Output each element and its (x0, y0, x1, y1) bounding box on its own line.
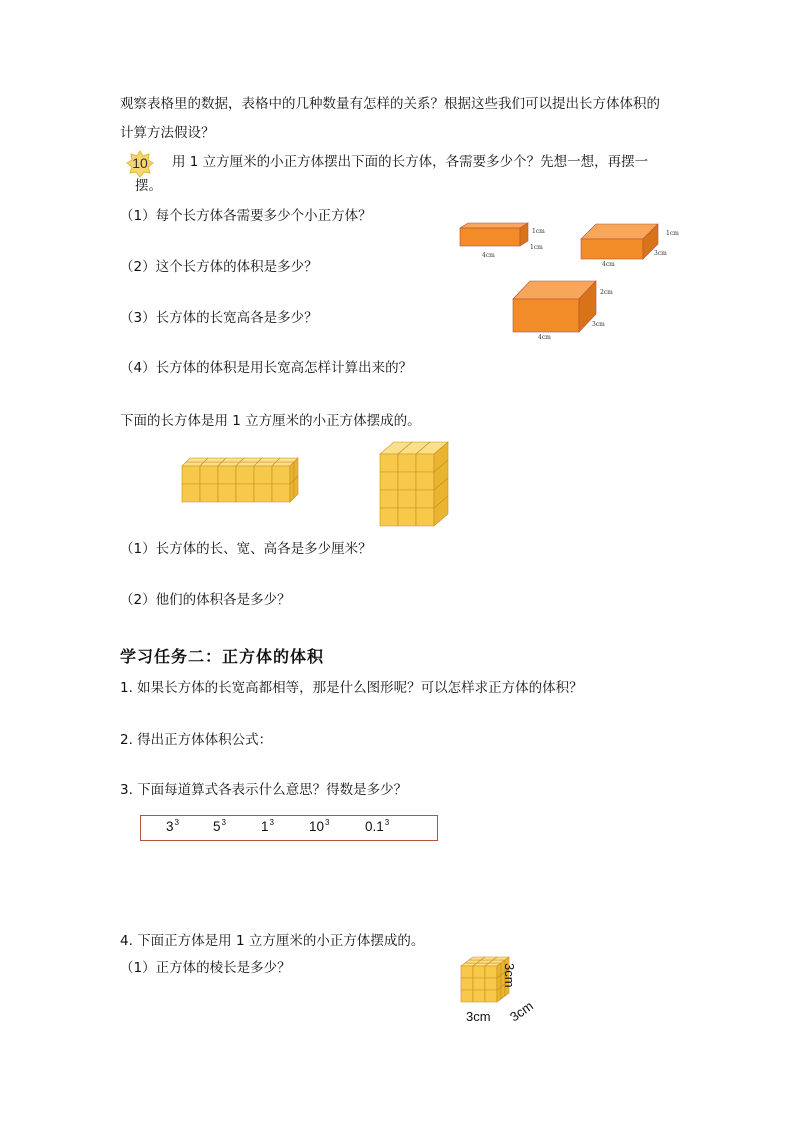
cuboid-a-height-label: 1cm (532, 228, 545, 235)
unit-cube-front-face (416, 454, 434, 472)
cuboid-b-height-label: 1cm (666, 230, 679, 237)
cube-height-label: 3cm (502, 963, 517, 988)
cube-cuboid-long (180, 450, 315, 498)
unit-cube-side-face (497, 987, 501, 1002)
cuboid-a-width-label: 1cm (530, 244, 543, 251)
task-10-question-3: （3）长方体的长宽高各是多少？ (120, 310, 318, 326)
cuboid-a-length-label: 4cm (482, 252, 495, 259)
powers-box (140, 815, 438, 841)
cubes-question-2: （2）他们的体积各是多少？ (120, 592, 291, 608)
unit-cube-side-face (290, 480, 294, 502)
task-2-heading: 学习任务二：正方体的体积 (120, 647, 325, 666)
unit-cube-front-face (380, 454, 398, 472)
unit-cube-front-face (218, 466, 236, 484)
unit-cube-front-face (485, 966, 497, 978)
task-10-question-2: （2）这个长方体的体积是多少？ (120, 259, 318, 275)
cuboid-4x3x2 (510, 280, 620, 345)
task-10-number: 10 (132, 155, 148, 171)
unit-cube-side-face (294, 476, 298, 498)
task-10-line-2: 摆。 (135, 178, 162, 194)
unit-cube-front-face (380, 472, 398, 490)
task-10-line-1: 用 1 立方厘米的小正方体摆出下面的长方体，各需要多少个？先想一想，再摆一 (172, 154, 649, 170)
cube-cuboid-tall (378, 440, 453, 528)
unit-cube-front-face (416, 508, 434, 526)
unit-cube-front-face (485, 990, 497, 1002)
task-2-item-2: 2. 得出正方体体积公式： (120, 732, 273, 748)
unit-cube-front-face (473, 966, 485, 978)
unit-cube-front-face (416, 490, 434, 508)
unit-cube-front-face (182, 466, 200, 484)
cuboid-c-width-label: 3cm (592, 321, 605, 328)
task-2-item-1: 1. 如果长方体的长宽高都相等，那是什么图形呢？可以怎样求正方体的体积？ (120, 680, 583, 696)
intro-line-1: 观察表格里的数据，表格中的几种数量有怎样的关系？根据这些我们可以提出长方体体积的 (120, 96, 660, 112)
unit-cube-front-face (461, 990, 473, 1002)
task-10-question-1: （1）每个长方体各需要多少个小正方体？ (120, 208, 372, 224)
task-2-item-4: 4. 下面正方体是用 1 立方厘米的小正方体摆成的。 (120, 933, 425, 949)
cubes-question-1: （1）长方体的长、宽、高各是多少厘米？ (120, 541, 372, 557)
power-expression: $1^3$ (261, 818, 274, 834)
unit-cube-front-face (272, 484, 290, 502)
task-2-item-3: 3. 下面每道算式各表示什么意思？得数是多少？ (120, 782, 408, 798)
unit-cube-front-face (398, 508, 416, 526)
cuboid-4x3x1 (578, 222, 688, 272)
cuboid-b-width-label: 3cm (654, 250, 667, 257)
unit-cube-front-face (218, 484, 236, 502)
unit-cube-front-face (398, 490, 416, 508)
unit-cube-front-face (398, 454, 416, 472)
task-2-item-4-question-1: （1）正方体的棱长是多少？ (120, 960, 291, 976)
cuboid-4x1x1 (455, 222, 545, 262)
unit-cube-front-face (473, 978, 485, 990)
task-10-badge (126, 150, 154, 178)
unit-cube-front-face (473, 990, 485, 1002)
cuboid-c-length-label: 4cm (538, 334, 551, 341)
unit-cube-front-face (461, 978, 473, 990)
cubes-intro: 下面的长方体是用 1 立方厘米的小正方体摆成的。 (120, 413, 421, 429)
cube-side-label: 3cm (507, 998, 536, 1025)
intro-line-2: 计算方法假设？ (120, 125, 215, 141)
unit-cube-front-face (380, 508, 398, 526)
power-expression: $5^3$ (213, 818, 226, 834)
unit-cube-front-face (236, 466, 254, 484)
cuboid-c-height-label: 2cm (600, 289, 613, 296)
unit-cube-front-face (485, 978, 497, 990)
unit-cube-front-face (200, 466, 218, 484)
cuboid-b-length-label: 4cm (602, 261, 615, 268)
unit-cube-front-face (416, 472, 434, 490)
power-expression: $0.1^3$ (365, 818, 390, 834)
unit-cube-front-face (182, 484, 200, 502)
power-expression: $3^3$ (166, 818, 179, 834)
unit-cube-front-face (380, 490, 398, 508)
unit-cube-front-face (272, 466, 290, 484)
unit-cube-front-face (200, 484, 218, 502)
cube-3x3x3 (458, 954, 558, 1026)
power-expression: $10^3$ (309, 818, 330, 834)
unit-cube-front-face (461, 966, 473, 978)
unit-cube-front-face (254, 466, 272, 484)
unit-cube-front-face (398, 472, 416, 490)
cube-front-label: 3cm (466, 1009, 491, 1024)
unit-cube-front-face (254, 484, 272, 502)
task-10-question-4: （4）长方体的体积是用长宽高怎样计算出来的？ (120, 360, 413, 376)
unit-cube-front-face (236, 484, 254, 502)
